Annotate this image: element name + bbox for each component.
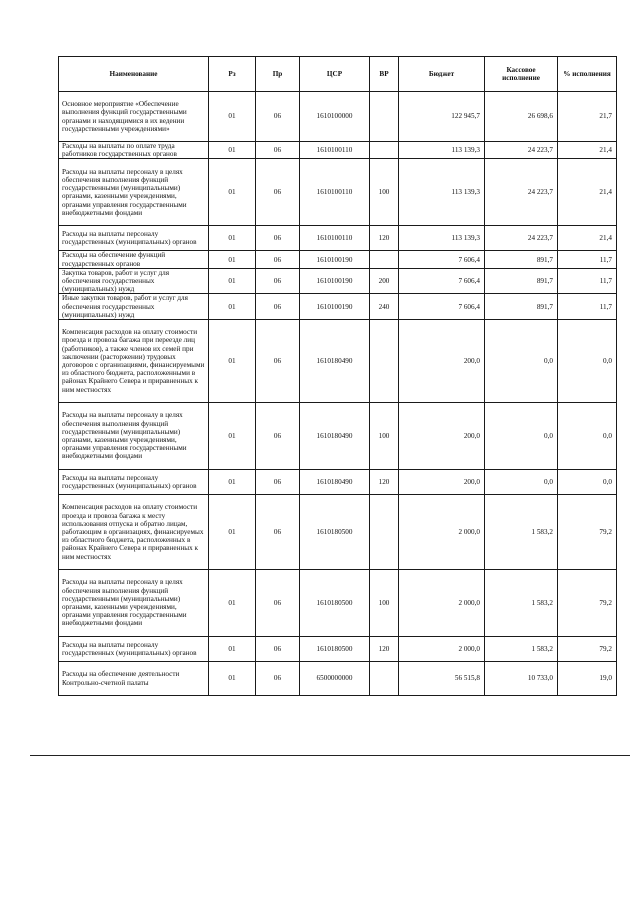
cell-budget: 7 606,4 bbox=[399, 294, 485, 320]
cell-rz: 01 bbox=[209, 294, 256, 320]
cell-pr: 06 bbox=[256, 470, 300, 495]
cell-budget: 113 139,3 bbox=[399, 226, 485, 251]
table-row bbox=[59, 662, 617, 696]
header-cash: Кассовое исполнение bbox=[485, 57, 558, 92]
cell-name: Расходы на выплаты персоналу государственных (муниципальных) органов bbox=[59, 470, 209, 495]
table-row bbox=[59, 92, 617, 142]
table-row bbox=[59, 403, 617, 470]
cell-pct: 0,0 bbox=[558, 403, 617, 470]
cell-pr: 06 bbox=[256, 92, 300, 142]
cell-vr: 100 bbox=[370, 159, 399, 226]
cell-cash: 10 733,0 bbox=[485, 662, 558, 696]
cell-cash: 0,0 bbox=[485, 470, 558, 495]
cell-budget: 113 139,3 bbox=[399, 159, 485, 226]
cell-rz: 01 bbox=[209, 159, 256, 226]
cell-rz: 01 bbox=[209, 251, 256, 268]
table-header-row bbox=[59, 57, 617, 92]
cell-pct: 11,7 bbox=[558, 251, 617, 268]
cell-budget: 200,0 bbox=[399, 320, 485, 403]
cell-csr: 1610180500 bbox=[300, 637, 370, 662]
page-divider-line bbox=[30, 755, 630, 756]
cell-vr: 120 bbox=[370, 470, 399, 495]
cell-name: Расходы на выплаты персоналу в целях обеспечения выполнения функций государственными (муниципальными) органами, казенными учреждениями, органами управления государственными внебюджетными фондами bbox=[59, 570, 209, 637]
table-row bbox=[59, 495, 617, 570]
cell-cash: 24 223,7 bbox=[485, 226, 558, 251]
cell-rz: 01 bbox=[209, 268, 256, 294]
header-name: Наименование bbox=[59, 57, 209, 92]
table-row bbox=[59, 226, 617, 251]
cell-pct: 11,7 bbox=[558, 294, 617, 320]
cell-rz: 01 bbox=[209, 142, 256, 159]
cell-pr: 06 bbox=[256, 251, 300, 268]
cell-pr: 06 bbox=[256, 637, 300, 662]
header-pct: % исполнения bbox=[558, 57, 617, 92]
cell-cash: 24 223,7 bbox=[485, 159, 558, 226]
cell-name: Компенсация расходов на оплату стоимости проезда и провоза багажа к месту использования отпуска и обратно лицам, работающим в организациях, финансируемых из областного бюджета, расположенных в районах Крайнего Севера и приравненных к ним местностях bbox=[59, 495, 209, 570]
cell-pct: 21,4 bbox=[558, 142, 617, 159]
cell-pr: 06 bbox=[256, 294, 300, 320]
cell-rz: 01 bbox=[209, 570, 256, 637]
cell-name: Компенсация расходов на оплату стоимости проезда и провоза багажа при переезде лиц (работников), а также членов их семей при заключении (расторжении) трудовых договоров с организациями, финансируемыми из областного бюджета, расположенными в районах Крайнего Севера и приравненных к ним местностях bbox=[59, 320, 209, 403]
header-rz: Рз bbox=[209, 57, 256, 92]
cell-vr bbox=[370, 662, 399, 696]
cell-csr: 1610100000 bbox=[300, 92, 370, 142]
cell-cash: 1 583,2 bbox=[485, 637, 558, 662]
cell-pr: 06 bbox=[256, 159, 300, 226]
cell-csr: 1610180490 bbox=[300, 470, 370, 495]
cell-cash: 0,0 bbox=[485, 403, 558, 470]
table-row bbox=[59, 268, 617, 294]
table-row bbox=[59, 470, 617, 495]
cell-vr: 240 bbox=[370, 294, 399, 320]
cell-cash: 1 583,2 bbox=[485, 495, 558, 570]
cell-vr bbox=[370, 142, 399, 159]
cell-cash: 26 698,6 bbox=[485, 92, 558, 142]
cell-pct: 21,7 bbox=[558, 92, 617, 142]
cell-csr: 1610100110 bbox=[300, 142, 370, 159]
cell-name: Расходы на обеспечение функций государственных органов bbox=[59, 251, 209, 268]
cell-csr: 1610100190 bbox=[300, 294, 370, 320]
budget-table bbox=[58, 56, 617, 696]
cell-cash: 891,7 bbox=[485, 294, 558, 320]
cell-name: Расходы на выплаты персоналу в целях обеспечения выполнения функций государственными (муниципальными) органами, казенными учреждениями, органами управления государственными внебюджетными фондами bbox=[59, 159, 209, 226]
cell-csr: 1610180500 bbox=[300, 570, 370, 637]
table-row bbox=[59, 159, 617, 226]
cell-rz: 01 bbox=[209, 662, 256, 696]
cell-pct: 0,0 bbox=[558, 470, 617, 495]
cell-name: Расходы на выплаты по оплате труда работников государственных органов bbox=[59, 142, 209, 159]
cell-csr: 1610180490 bbox=[300, 403, 370, 470]
cell-budget: 2 000,0 bbox=[399, 570, 485, 637]
cell-budget: 7 606,4 bbox=[399, 251, 485, 268]
cell-cash: 1 583,2 bbox=[485, 570, 558, 637]
cell-rz: 01 bbox=[209, 320, 256, 403]
cell-vr bbox=[370, 495, 399, 570]
table-row bbox=[59, 251, 617, 268]
cell-name: Закупка товаров, работ и услуг для обеспечения государственных (муниципальных) нужд bbox=[59, 268, 209, 294]
cell-rz: 01 bbox=[209, 403, 256, 470]
cell-csr: 1610100190 bbox=[300, 268, 370, 294]
cell-vr: 120 bbox=[370, 637, 399, 662]
header-csr: ЦСР bbox=[300, 57, 370, 92]
cell-budget: 7 606,4 bbox=[399, 268, 485, 294]
cell-rz: 01 bbox=[209, 637, 256, 662]
cell-cash: 891,7 bbox=[485, 268, 558, 294]
cell-name: Основное мероприятие «Обеспечение выполнения функций государственными органами и находящимися в их ведении государственными учреждениями» bbox=[59, 92, 209, 142]
cell-pr: 06 bbox=[256, 495, 300, 570]
cell-vr: 100 bbox=[370, 403, 399, 470]
cell-csr: 1610180500 bbox=[300, 495, 370, 570]
cell-budget: 2 000,0 bbox=[399, 495, 485, 570]
cell-budget: 200,0 bbox=[399, 470, 485, 495]
cell-csr: 1610100110 bbox=[300, 226, 370, 251]
cell-pr: 06 bbox=[256, 226, 300, 251]
cell-budget: 200,0 bbox=[399, 403, 485, 470]
cell-pr: 06 bbox=[256, 320, 300, 403]
cell-cash: 0,0 bbox=[485, 320, 558, 403]
table-row bbox=[59, 570, 617, 637]
cell-cash: 24 223,7 bbox=[485, 142, 558, 159]
cell-budget: 2 000,0 bbox=[399, 637, 485, 662]
cell-budget: 122 945,7 bbox=[399, 92, 485, 142]
cell-pct: 21,4 bbox=[558, 226, 617, 251]
cell-rz: 01 bbox=[209, 470, 256, 495]
cell-vr bbox=[370, 92, 399, 142]
cell-pr: 06 bbox=[256, 403, 300, 470]
table-row bbox=[59, 142, 617, 159]
cell-name: Расходы на обеспечение деятельности Контрольно-счетной палаты bbox=[59, 662, 209, 696]
cell-vr bbox=[370, 320, 399, 403]
cell-pct: 21,4 bbox=[558, 159, 617, 226]
cell-csr: 1610100110 bbox=[300, 159, 370, 226]
cell-vr: 100 bbox=[370, 570, 399, 637]
cell-pct: 0,0 bbox=[558, 320, 617, 403]
header-budget: Бюджет bbox=[399, 57, 485, 92]
cell-pr: 06 bbox=[256, 268, 300, 294]
header-vr: ВР bbox=[370, 57, 399, 92]
table-row bbox=[59, 637, 617, 662]
cell-vr: 200 bbox=[370, 268, 399, 294]
cell-name: Расходы на выплаты персоналу государственных (муниципальных) органов bbox=[59, 226, 209, 251]
cell-pr: 06 bbox=[256, 570, 300, 637]
cell-rz: 01 bbox=[209, 495, 256, 570]
cell-budget: 113 139,3 bbox=[399, 142, 485, 159]
header-pr: Пр bbox=[256, 57, 300, 92]
cell-rz: 01 bbox=[209, 92, 256, 142]
cell-pct: 11,7 bbox=[558, 268, 617, 294]
cell-pct: 79,2 bbox=[558, 495, 617, 570]
table-body bbox=[59, 92, 617, 696]
cell-pct: 79,2 bbox=[558, 637, 617, 662]
cell-name: Расходы на выплаты персоналу в целях обеспечения выполнения функций государственными (муниципальными) органами, казенными учреждениями, органами управления государственными внебюджетными фондами bbox=[59, 403, 209, 470]
cell-csr: 6500000000 bbox=[300, 662, 370, 696]
cell-pr: 06 bbox=[256, 142, 300, 159]
cell-rz: 01 bbox=[209, 226, 256, 251]
cell-budget: 56 515,8 bbox=[399, 662, 485, 696]
cell-vr: 120 bbox=[370, 226, 399, 251]
cell-name: Иные закупки товаров, работ и услуг для обеспечения государственных (муниципальных) нужд bbox=[59, 294, 209, 320]
cell-csr: 1610100190 bbox=[300, 251, 370, 268]
cell-cash: 891,7 bbox=[485, 251, 558, 268]
cell-pr: 06 bbox=[256, 662, 300, 696]
cell-csr: 1610180490 bbox=[300, 320, 370, 403]
cell-pct: 19,0 bbox=[558, 662, 617, 696]
cell-pct: 79,2 bbox=[558, 570, 617, 637]
cell-name: Расходы на выплаты персоналу государственных (муниципальных) органов bbox=[59, 637, 209, 662]
table-row bbox=[59, 294, 617, 320]
table-row bbox=[59, 320, 617, 403]
cell-vr bbox=[370, 251, 399, 268]
